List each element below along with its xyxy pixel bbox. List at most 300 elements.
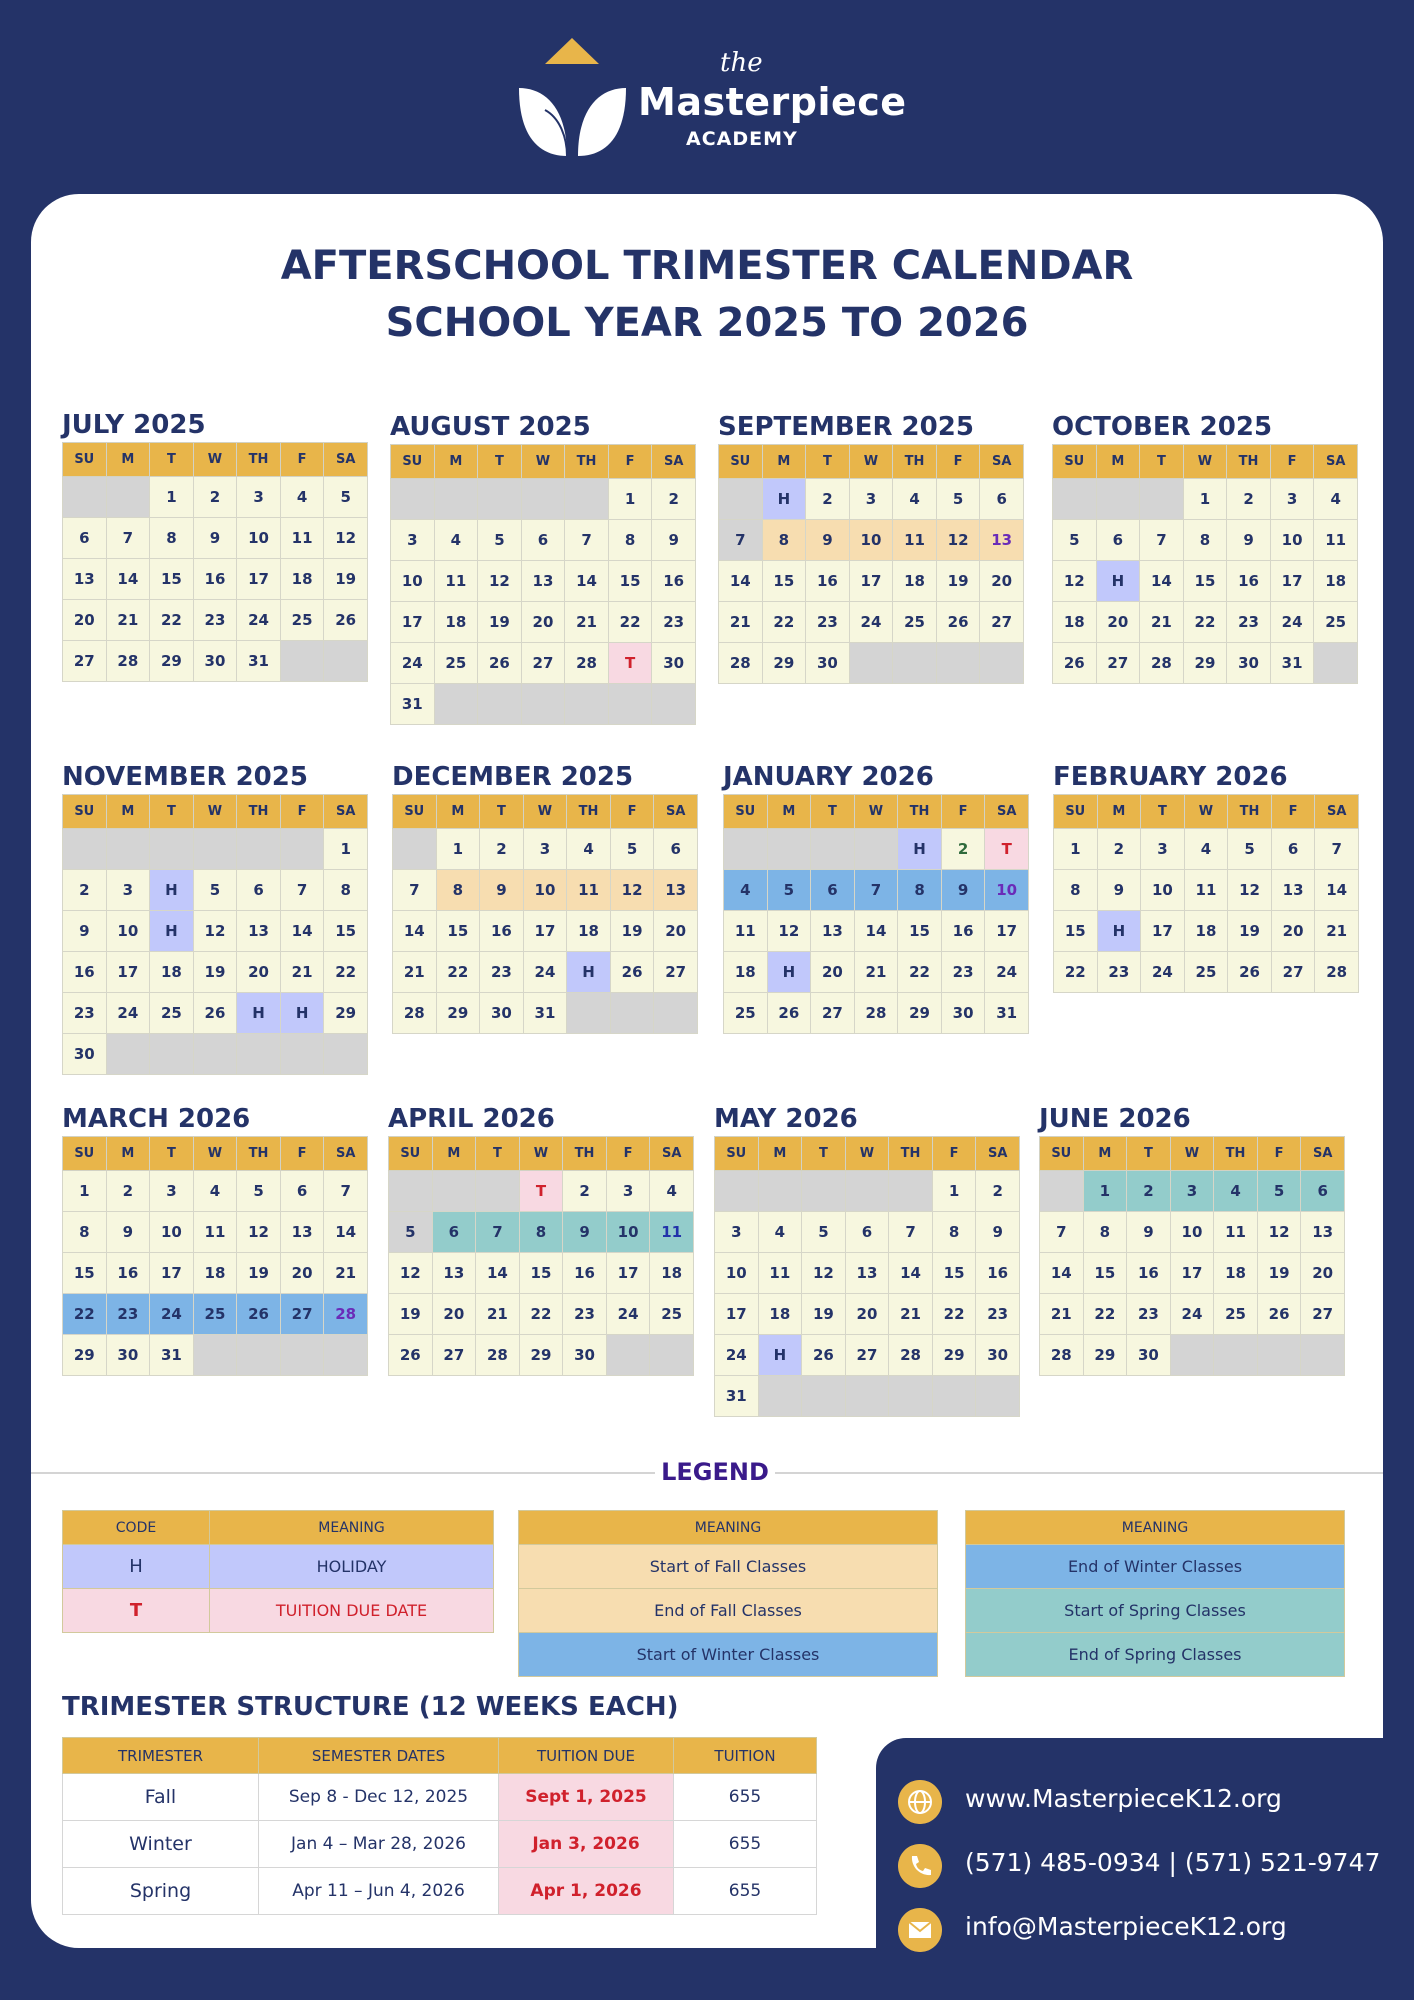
week-row bbox=[724, 911, 1029, 952]
week-row bbox=[719, 520, 1024, 561]
contact-email[interactable] bbox=[898, 1908, 1408, 1952]
day-cell: 8 bbox=[324, 870, 368, 911]
week-row bbox=[393, 911, 698, 952]
day-cell: 22 bbox=[324, 952, 368, 993]
day-cell: 19 bbox=[237, 1253, 281, 1294]
day-cell: 9 bbox=[1097, 870, 1141, 911]
tuition-amount: 655 bbox=[674, 1821, 817, 1868]
weekday-header: M bbox=[767, 795, 811, 829]
month-calendar bbox=[718, 410, 1024, 684]
day-cell: 11 bbox=[280, 518, 324, 559]
empty-day-cell bbox=[849, 643, 893, 684]
empty-day-cell bbox=[854, 829, 898, 870]
tuition-due: Sept 1, 2025 bbox=[499, 1774, 674, 1821]
day-cell: 29 bbox=[150, 641, 194, 682]
day-cell: 30 bbox=[1127, 1335, 1171, 1376]
day-cell: 8 bbox=[519, 1212, 563, 1253]
day-cell: 15 bbox=[898, 911, 942, 952]
day-cell: 22 bbox=[1054, 952, 1098, 993]
day-cell: 29 bbox=[436, 993, 480, 1034]
weekday-header: TH bbox=[1228, 795, 1272, 829]
week-row bbox=[1053, 479, 1358, 520]
day-cell: 21 bbox=[106, 600, 150, 641]
month-grid bbox=[62, 1136, 368, 1376]
weekday-header: SU bbox=[63, 795, 107, 829]
week-row bbox=[724, 993, 1029, 1034]
day-cell: 6 bbox=[1301, 1171, 1345, 1212]
day-cell: 5 bbox=[1257, 1171, 1301, 1212]
day-cell: 3 bbox=[150, 1171, 194, 1212]
month-calendar bbox=[62, 1102, 368, 1376]
day-cell: 28 bbox=[719, 643, 763, 684]
day-cell: 10 bbox=[1270, 520, 1314, 561]
day-cell: 4 bbox=[280, 477, 324, 518]
weekday-header: SA bbox=[976, 1137, 1020, 1171]
week-row bbox=[63, 1253, 368, 1294]
day-cell: 25 bbox=[280, 600, 324, 641]
legend-winter-spring-table bbox=[965, 1510, 1345, 1677]
day-cell: 25 bbox=[1314, 602, 1358, 643]
week-row bbox=[391, 561, 696, 602]
month-grid bbox=[718, 444, 1024, 684]
legend-right-header: MEANING bbox=[966, 1511, 1345, 1545]
month-name: NOVEMBER 2025 bbox=[62, 762, 308, 792]
legend-codes-table bbox=[62, 1510, 494, 1633]
day-cell: 6 bbox=[521, 520, 565, 561]
week-row bbox=[1053, 561, 1358, 602]
day-cell: 14 bbox=[889, 1253, 933, 1294]
day-cell: 29 bbox=[1183, 643, 1227, 684]
day-cell: 5 bbox=[1228, 829, 1272, 870]
day-cell: 27 bbox=[845, 1335, 889, 1376]
empty-day-cell bbox=[724, 829, 768, 870]
brand-name: Masterpiece bbox=[638, 80, 907, 124]
day-cell: 22 bbox=[898, 952, 942, 993]
month-grid bbox=[1039, 1136, 1345, 1376]
week-row bbox=[1040, 1253, 1345, 1294]
day-cell: 30 bbox=[106, 1335, 150, 1376]
day-cell: 5 bbox=[767, 870, 811, 911]
day-cell: 21 bbox=[719, 602, 763, 643]
day-cell: 22 bbox=[63, 1294, 107, 1335]
empty-day-cell bbox=[391, 479, 435, 520]
day-cell: 31 bbox=[523, 993, 567, 1034]
week-row bbox=[1053, 602, 1358, 643]
day-cell: 25 bbox=[724, 993, 768, 1034]
day-cell: 17 bbox=[1170, 1253, 1214, 1294]
holiday-cell: H bbox=[898, 829, 942, 870]
day-cell: 22 bbox=[1183, 602, 1227, 643]
month-name: MARCH 2026 bbox=[62, 1104, 251, 1134]
month-name: SEPTEMBER 2025 bbox=[718, 412, 974, 442]
week-row bbox=[724, 870, 1029, 911]
day-cell: 19 bbox=[1228, 911, 1272, 952]
weekday-header: T bbox=[150, 795, 194, 829]
weekday-header: M bbox=[1096, 445, 1140, 479]
day-cell: 12 bbox=[936, 520, 980, 561]
day-cell: 6 bbox=[811, 870, 855, 911]
legend-fall-end: End of Fall Classes bbox=[519, 1589, 938, 1633]
month-grid bbox=[714, 1136, 1020, 1417]
day-cell: 9 bbox=[106, 1212, 150, 1253]
legend-spring-end: End of Spring Classes bbox=[966, 1633, 1345, 1677]
weekday-header: TH bbox=[889, 1137, 933, 1171]
brand-sub: ACADEMY bbox=[686, 128, 798, 150]
day-cell: 20 bbox=[280, 1253, 324, 1294]
day-cell: 23 bbox=[976, 1294, 1020, 1335]
day-cell: 11 bbox=[893, 520, 937, 561]
day-cell: 2 bbox=[941, 829, 985, 870]
day-cell: 12 bbox=[767, 911, 811, 952]
day-cell: 30 bbox=[1227, 643, 1271, 684]
empty-day-cell bbox=[889, 1171, 933, 1212]
email-text[interactable]: info@MasterpieceK12.org bbox=[965, 1912, 1287, 1941]
day-cell: 10 bbox=[391, 561, 435, 602]
day-cell: 31 bbox=[1270, 643, 1314, 684]
day-cell: 12 bbox=[237, 1212, 281, 1253]
day-cell: 3 bbox=[106, 870, 150, 911]
weekday-header: SU bbox=[719, 445, 763, 479]
day-cell: 2 bbox=[652, 479, 696, 520]
week-row bbox=[1053, 643, 1358, 684]
month-calendar bbox=[390, 410, 696, 725]
week-row bbox=[389, 1294, 694, 1335]
day-cell: 8 bbox=[608, 520, 652, 561]
day-cell: 5 bbox=[193, 870, 237, 911]
tuition-amount: 655 bbox=[674, 1868, 817, 1915]
empty-day-cell bbox=[478, 479, 522, 520]
day-cell: 25 bbox=[193, 1294, 237, 1335]
day-cell: 13 bbox=[845, 1253, 889, 1294]
week-row bbox=[393, 993, 698, 1034]
day-cell: 17 bbox=[106, 952, 150, 993]
month-grid bbox=[388, 1136, 694, 1376]
day-cell: 23 bbox=[652, 602, 696, 643]
day-cell: 18 bbox=[724, 952, 768, 993]
day-cell: 2 bbox=[1227, 479, 1271, 520]
weekday-header: TH bbox=[237, 795, 281, 829]
day-cell: 11 bbox=[724, 911, 768, 952]
day-cell: 12 bbox=[478, 561, 522, 602]
weekday-header: W bbox=[523, 795, 567, 829]
weekday-header: SA bbox=[652, 445, 696, 479]
day-cell: 5 bbox=[1053, 520, 1097, 561]
month-calendar bbox=[62, 408, 368, 682]
day-cell: 4 bbox=[567, 829, 611, 870]
day-cell: 13 bbox=[1271, 870, 1315, 911]
trimester-name: Fall bbox=[63, 1774, 259, 1821]
week-row bbox=[719, 561, 1024, 602]
day-cell: 10 bbox=[237, 518, 281, 559]
day-cell: 29 bbox=[63, 1335, 107, 1376]
month-name: DECEMBER 2025 bbox=[392, 762, 634, 792]
day-cell: 16 bbox=[563, 1253, 607, 1294]
day-cell: 9 bbox=[563, 1212, 607, 1253]
day-cell: 6 bbox=[63, 518, 107, 559]
weekday-header: TH bbox=[237, 443, 281, 477]
weekday-header: M bbox=[106, 1137, 150, 1171]
dates-col-header: SEMESTER DATES bbox=[259, 1738, 499, 1774]
week-row bbox=[391, 643, 696, 684]
day-cell: 29 bbox=[898, 993, 942, 1034]
empty-day-cell bbox=[478, 684, 522, 725]
month-calendar bbox=[62, 760, 368, 1075]
trimester-title: TRIMESTER STRUCTURE (12 WEEKS EACH) bbox=[62, 1692, 679, 1722]
day-cell: 11 bbox=[193, 1212, 237, 1253]
month-grid bbox=[390, 444, 696, 725]
day-cell: 27 bbox=[654, 952, 698, 993]
week-row bbox=[1054, 829, 1359, 870]
day-cell: 20 bbox=[1301, 1253, 1345, 1294]
day-cell: 7 bbox=[889, 1212, 933, 1253]
holiday-cell: H bbox=[150, 870, 194, 911]
day-cell: 5 bbox=[237, 1171, 281, 1212]
week-row bbox=[63, 518, 368, 559]
day-cell: 14 bbox=[854, 911, 898, 952]
week-row bbox=[715, 1294, 1020, 1335]
week-row bbox=[63, 1335, 368, 1376]
week-row bbox=[715, 1171, 1020, 1212]
empty-day-cell bbox=[280, 1335, 324, 1376]
day-cell: 30 bbox=[941, 993, 985, 1034]
week-row bbox=[1054, 952, 1359, 993]
contact-phone[interactable] bbox=[898, 1844, 1408, 1888]
table-row bbox=[63, 1821, 817, 1868]
day-cell: 24 bbox=[237, 600, 281, 641]
month-name: JULY 2025 bbox=[62, 410, 206, 440]
empty-day-cell bbox=[654, 993, 698, 1034]
day-cell: 29 bbox=[762, 643, 806, 684]
day-cell: 25 bbox=[1214, 1294, 1258, 1335]
day-cell: 17 bbox=[237, 559, 281, 600]
weekday-header: T bbox=[150, 443, 194, 477]
phone-text[interactable]: (571) 485-0934 | (571) 521-9747 bbox=[965, 1848, 1381, 1877]
week-row bbox=[63, 477, 368, 518]
weekday-header: TH bbox=[565, 445, 609, 479]
day-cell: 11 bbox=[1314, 520, 1358, 561]
day-cell: 27 bbox=[521, 643, 565, 684]
empty-day-cell bbox=[193, 829, 237, 870]
day-cell: 24 bbox=[1170, 1294, 1214, 1335]
empty-day-cell bbox=[567, 993, 611, 1034]
week-row bbox=[63, 1212, 368, 1253]
week-row bbox=[389, 1253, 694, 1294]
day-cell: 8 bbox=[150, 518, 194, 559]
day-cell: 16 bbox=[652, 561, 696, 602]
day-cell: 15 bbox=[1054, 911, 1098, 952]
day-cell: 7 bbox=[1140, 520, 1184, 561]
week-row bbox=[391, 602, 696, 643]
day-cell: 13 bbox=[237, 911, 281, 952]
day-cell: 20 bbox=[1096, 602, 1140, 643]
day-cell: 6 bbox=[280, 1171, 324, 1212]
weekday-header: M bbox=[106, 795, 150, 829]
month-calendar bbox=[723, 760, 1029, 1034]
weekday-header: T bbox=[1140, 445, 1184, 479]
trimester-table bbox=[62, 1737, 817, 1915]
weekday-header: TH bbox=[1214, 1137, 1258, 1171]
weekday-header: SA bbox=[324, 443, 368, 477]
empty-day-cell bbox=[802, 1171, 846, 1212]
weekday-header: W bbox=[519, 1137, 563, 1171]
contact-website[interactable] bbox=[898, 1780, 1408, 1824]
weekday-header: T bbox=[150, 1137, 194, 1171]
month-grid bbox=[1052, 444, 1358, 684]
day-cell: 18 bbox=[1184, 911, 1228, 952]
empty-day-cell bbox=[1170, 1335, 1214, 1376]
weekday-header: F bbox=[932, 1137, 976, 1171]
holiday-cell: H bbox=[767, 952, 811, 993]
day-cell: 28 bbox=[1040, 1335, 1084, 1376]
contact-panel bbox=[876, 1738, 1414, 2000]
day-cell: 2 bbox=[480, 829, 524, 870]
day-cell: 23 bbox=[563, 1294, 607, 1335]
day-cell: 17 bbox=[523, 911, 567, 952]
day-cell: 18 bbox=[650, 1253, 694, 1294]
day-cell: 14 bbox=[719, 561, 763, 602]
day-cell: 8 bbox=[436, 870, 480, 911]
month-name: OCTOBER 2025 bbox=[1052, 412, 1273, 442]
day-cell: 18 bbox=[893, 561, 937, 602]
empty-day-cell bbox=[324, 641, 368, 682]
empty-day-cell bbox=[1214, 1335, 1258, 1376]
day-cell: 21 bbox=[1040, 1294, 1084, 1335]
day-cell: 13 bbox=[654, 870, 698, 911]
empty-day-cell bbox=[845, 1376, 889, 1417]
day-cell: 26 bbox=[193, 993, 237, 1034]
day-cell: 24 bbox=[985, 952, 1029, 993]
day-cell: 1 bbox=[1054, 829, 1098, 870]
day-cell: 21 bbox=[393, 952, 437, 993]
week-row bbox=[63, 911, 368, 952]
day-cell: 14 bbox=[1040, 1253, 1084, 1294]
day-cell: 3 bbox=[606, 1171, 650, 1212]
day-cell: 9 bbox=[652, 520, 696, 561]
day-cell: 4 bbox=[758, 1212, 802, 1253]
day-cell: 15 bbox=[1083, 1253, 1127, 1294]
day-cell: 27 bbox=[280, 1294, 324, 1335]
weekday-header: TH bbox=[567, 795, 611, 829]
day-cell: 15 bbox=[436, 911, 480, 952]
week-row bbox=[724, 829, 1029, 870]
day-cell: 28 bbox=[476, 1335, 520, 1376]
day-cell: 22 bbox=[932, 1294, 976, 1335]
month-calendar bbox=[1052, 410, 1358, 684]
empty-day-cell bbox=[650, 1335, 694, 1376]
day-cell: 12 bbox=[1228, 870, 1272, 911]
day-cell: 3 bbox=[523, 829, 567, 870]
weekday-header: F bbox=[608, 445, 652, 479]
day-cell: 1 bbox=[608, 479, 652, 520]
tuition-due-cell: T bbox=[985, 829, 1029, 870]
day-cell: 10 bbox=[150, 1212, 194, 1253]
day-cell: 21 bbox=[889, 1294, 933, 1335]
weekday-header: F bbox=[1271, 795, 1315, 829]
day-cell: 12 bbox=[389, 1253, 433, 1294]
day-cell: 9 bbox=[480, 870, 524, 911]
day-cell: 30 bbox=[63, 1034, 107, 1075]
empty-day-cell bbox=[521, 684, 565, 725]
empty-day-cell bbox=[932, 1376, 976, 1417]
weekday-header: T bbox=[476, 1137, 520, 1171]
legend-code-t: T bbox=[63, 1589, 210, 1633]
weekday-header: F bbox=[1270, 445, 1314, 479]
weekday-header: SU bbox=[63, 1137, 107, 1171]
day-cell: 14 bbox=[280, 911, 324, 952]
day-cell: 18 bbox=[758, 1294, 802, 1335]
day-cell: 7 bbox=[280, 870, 324, 911]
weekday-header: F bbox=[936, 445, 980, 479]
legend-title: LEGEND bbox=[655, 1454, 775, 1490]
empty-day-cell bbox=[980, 643, 1024, 684]
day-cell: 31 bbox=[391, 684, 435, 725]
day-cell: 20 bbox=[63, 600, 107, 641]
day-cell: 10 bbox=[715, 1253, 759, 1294]
week-row bbox=[63, 559, 368, 600]
weekday-header: TH bbox=[898, 795, 942, 829]
day-cell: 16 bbox=[806, 561, 850, 602]
empty-day-cell bbox=[802, 1376, 846, 1417]
day-cell: 10 bbox=[106, 911, 150, 952]
day-cell: 2 bbox=[563, 1171, 607, 1212]
due-col-header: TUITION DUE bbox=[499, 1738, 674, 1774]
month-grid bbox=[62, 442, 368, 682]
day-cell: 27 bbox=[811, 993, 855, 1034]
day-cell: 11 bbox=[567, 870, 611, 911]
brand-header bbox=[0, 0, 1414, 190]
day-cell: 8 bbox=[1083, 1212, 1127, 1253]
tuition-col-header: TUITION bbox=[674, 1738, 817, 1774]
day-cell: 3 bbox=[391, 520, 435, 561]
day-cell: 24 bbox=[106, 993, 150, 1034]
day-cell: 3 bbox=[715, 1212, 759, 1253]
day-cell: 26 bbox=[1053, 643, 1097, 684]
phone-icon bbox=[898, 1844, 942, 1888]
day-cell: 7 bbox=[1315, 829, 1359, 870]
weekday-header: W bbox=[193, 443, 237, 477]
day-cell: 24 bbox=[391, 643, 435, 684]
week-row bbox=[715, 1212, 1020, 1253]
holiday-cell: H bbox=[237, 993, 281, 1034]
weekday-header: T bbox=[480, 795, 524, 829]
day-cell: 3 bbox=[1141, 829, 1185, 870]
weekday-header: TH bbox=[237, 1137, 281, 1171]
month-calendar bbox=[714, 1102, 1020, 1417]
day-cell: 28 bbox=[1140, 643, 1184, 684]
legend-mid-header: MEANING bbox=[519, 1511, 938, 1545]
day-cell: 25 bbox=[893, 602, 937, 643]
day-cell: 20 bbox=[1271, 911, 1315, 952]
weekday-header: TH bbox=[563, 1137, 607, 1171]
week-row bbox=[63, 993, 368, 1034]
day-cell: 23 bbox=[941, 952, 985, 993]
day-cell: 15 bbox=[762, 561, 806, 602]
day-cell: 28 bbox=[393, 993, 437, 1034]
week-row bbox=[391, 684, 696, 725]
day-cell: 9 bbox=[1127, 1212, 1171, 1253]
day-cell: 5 bbox=[389, 1212, 433, 1253]
weekday-header: W bbox=[193, 1137, 237, 1171]
day-cell: 11 bbox=[1214, 1212, 1258, 1253]
empty-day-cell bbox=[432, 1171, 476, 1212]
title-line-1: AFTERSCHOOL TRIMESTER CALENDAR bbox=[280, 243, 1134, 289]
day-cell: 18 bbox=[150, 952, 194, 993]
day-cell: 23 bbox=[1127, 1294, 1171, 1335]
day-cell: 12 bbox=[193, 911, 237, 952]
day-cell: 24 bbox=[1141, 952, 1185, 993]
day-cell: 2 bbox=[1097, 829, 1141, 870]
website-text[interactable]: www.MasterpieceK12.org bbox=[965, 1784, 1282, 1813]
